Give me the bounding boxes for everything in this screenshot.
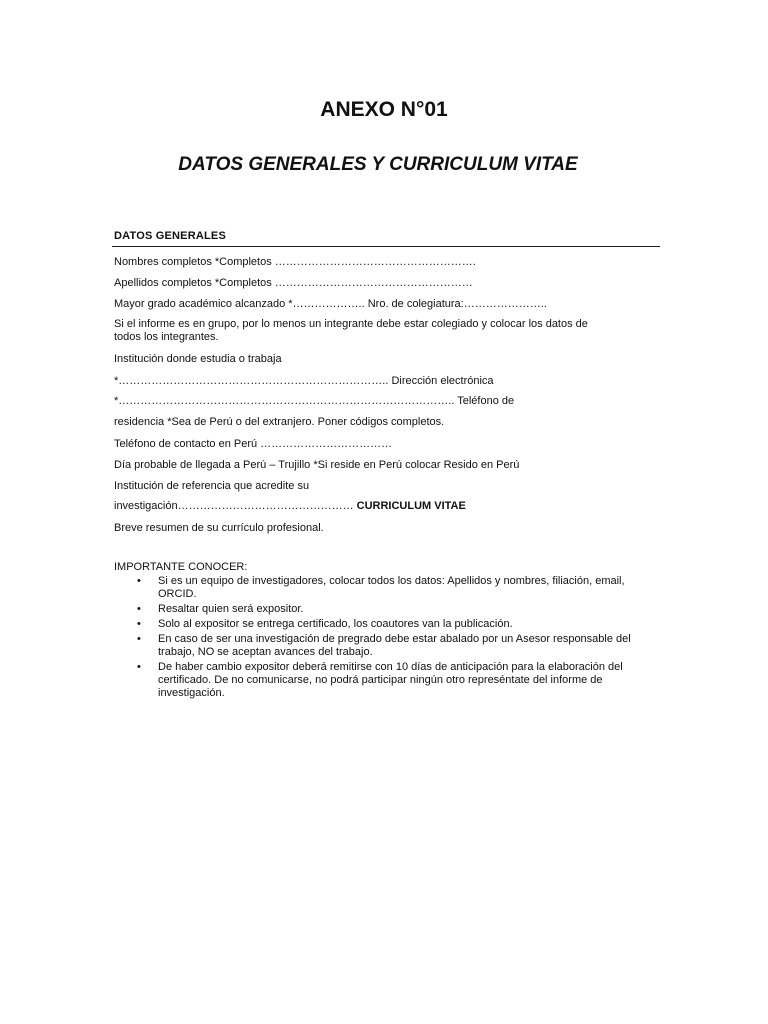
list-item-text: Solo al expositor se entrega certificado, los coautores van la publicación.	[158, 618, 513, 630]
section-heading-datos-generales: DATOS GENERALES	[114, 230, 226, 242]
investigacion-text: investigación…………………………………………	[114, 500, 357, 512]
field-direccion-electronica: *……………………………………………………………….. Dirección electrónica	[114, 375, 494, 387]
bullet-icon: •	[137, 603, 141, 615]
field-resumen: Breve resumen de su currículo profesional.	[114, 522, 324, 534]
bullet-icon: •	[137, 618, 141, 630]
field-grado-academico: Mayor grado académico alcanzado *……………….. Nro. de colegiatura:…………………..	[114, 298, 547, 310]
field-telefono-contacto: Teléfono de contacto en Perú ………………………………	[114, 438, 393, 450]
field-residencia: residencia *Sea de Perú o del extranjero. Poner códigos completos.	[114, 416, 445, 428]
list-item-text: En caso de ser una investigación de pregrado debe estar abalado por un Asesor responsable del trabajo, NO se aceptan avances del trabajo.	[158, 633, 631, 658]
important-heading: IMPORTANTE CONOCER:	[114, 561, 248, 573]
list-item-text: De haber cambio expositor deberá remitirse con 10 días de anticipación para la elaboración del certificado. De no comunicarse, no podrá participar ningún otro represéntate del informe de investigación.	[158, 661, 623, 699]
list-item-text: Resaltar quien será expositor.	[158, 603, 304, 615]
field-referencia: Institución de referencia que acredite su	[114, 480, 310, 492]
section-divider	[112, 246, 660, 247]
bullet-icon: •	[137, 575, 141, 587]
field-llegada: Día probable de llegada a Perú – Trujillo *Si reside en Perú colocar Resido en Perú	[114, 459, 520, 471]
curriculum-vitae-heading: CURRICULUM VITAE	[356, 500, 466, 512]
field-apellidos: Apellidos completos *Completos ………………………………………………	[114, 277, 473, 289]
document-title: ANEXO N°01	[320, 98, 448, 121]
list-item	[114, 575, 654, 601]
document-subtitle: DATOS GENERALES Y CURRICULUM VITAE	[178, 154, 578, 175]
list-item	[114, 618, 654, 631]
field-institucion: Institución donde estudia o trabaja	[114, 353, 282, 365]
list-item	[114, 603, 654, 616]
important-list	[114, 575, 654, 702]
list-item	[114, 633, 654, 659]
list-item	[114, 661, 654, 700]
field-grupo-note: Si el informe es en grupo, por lo menos un integrante debe estar colegiado y colocar los datos de todos los integrantes.	[114, 318, 588, 343]
list-item-text: Si es un equipo de investigadores, colocar todos los datos: Apellidos y nombres, filiación, email, ORCID.	[158, 575, 625, 600]
field-investigacion	[114, 499, 466, 513]
bullet-icon: •	[137, 633, 141, 645]
field-nombres: Nombres completos *Completos ……………………………………………….	[114, 256, 476, 268]
field-telefono: *……………………………………………………………………………….. Teléfono de	[114, 395, 515, 407]
bullet-icon: •	[137, 661, 141, 673]
